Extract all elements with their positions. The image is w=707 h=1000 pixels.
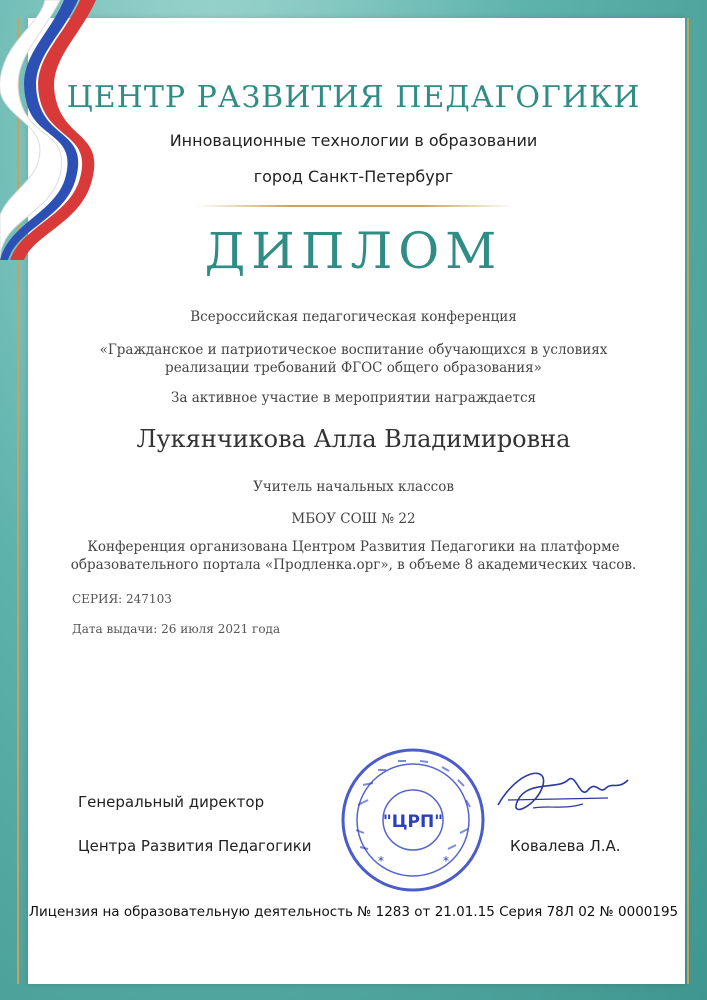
issue-date: Дата выдачи: 26 июля 2021 года — [72, 622, 281, 636]
gold-divider — [195, 205, 515, 207]
city-line: город Санкт-Петербург — [253, 167, 454, 186]
organization-subtitle: Инновационные технологии в образовании — [169, 131, 538, 150]
organization-stamp — [338, 745, 488, 895]
recipient-name: Лукянчикова Алла Владимировна — [136, 425, 571, 453]
signatory-name: Ковалева Л.А. — [510, 837, 621, 855]
stamp-center-text: "ЦРП" — [382, 812, 444, 832]
conference-name: Всероссийская педагогическая конференция — [190, 309, 517, 325]
organized-by-text — [0, 538, 707, 574]
signatory-organization: Центра Развития Педагогики — [78, 837, 312, 855]
recipient-school: МБОУ СОШ № 22 — [291, 511, 416, 527]
organized-line-2: образовательного портала «Продленка.орг», в объеме 8 академических часов. — [70, 557, 637, 573]
topic-line-1: «Гражданское и патриотическое воспитание обучающихся в условиях — [99, 342, 608, 358]
diploma-title: ДИПЛОМ — [204, 222, 503, 280]
svg-text:*: * — [443, 854, 449, 868]
organization-title: ЦЕНТР РАЗВИТИЯ ПЕДАГОГИКИ — [66, 80, 641, 115]
award-text: За активное участие в мероприятии награждается — [170, 390, 537, 406]
handwritten-signature — [488, 760, 638, 830]
organized-line-1: Конференция организована Центром Развития Педагогики на платформе — [87, 539, 620, 555]
svg-text:*: * — [378, 854, 384, 868]
series-number: СЕРИЯ: 247103 — [72, 592, 172, 606]
signatory-role: Генеральный директор — [78, 793, 265, 811]
license-footer: Лицензия на образовательную деятельность № 1283 от 21.01.15 Серия 78Л 02 № 0000195 — [28, 904, 679, 920]
recipient-position: Учитель начальных классов — [253, 479, 454, 495]
russian-flag-ribbon — [0, 0, 120, 260]
conference-topic — [0, 341, 707, 377]
topic-line-2: реализации требований ФГОС общего образования» — [165, 360, 542, 376]
